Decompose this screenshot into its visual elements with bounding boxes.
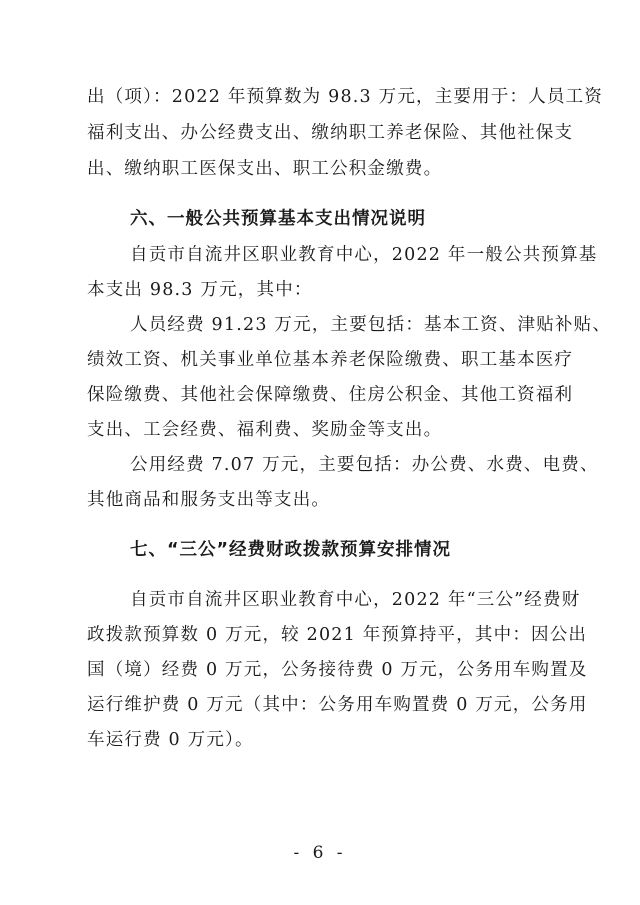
paragraph-line: 运行维护费 0 万元（其中：公务用车购置费 0 万元，公务用 xyxy=(87,695,588,715)
paragraph-line: 政拨款预算数 0 万元，较 2021 年预算持平，其中：因公出 xyxy=(87,625,588,645)
paragraph-line: 其他商品和服务支出等支出。 xyxy=(87,490,331,510)
paragraph-line: 支出、工会经费、福利费、奖励金等支出。 xyxy=(87,420,443,440)
paragraph-line: 福利支出、办公经费支出、缴纳职工养老保险、其他社保支 xyxy=(87,123,574,143)
paragraph-line: 绩效工资、机关事业单位基本养老保险缴费、职工基本医疗 xyxy=(87,350,574,370)
page-number: - 6 - xyxy=(293,843,347,863)
paragraph-line: 公用经费 7.07 万元，主要包括：办公费、水费、电费、 xyxy=(130,455,599,475)
paragraph-line: 国（境）经费 0 万元，公务接待费 0 万元，公务用车购置及 xyxy=(87,660,588,680)
paragraph-line: 保险缴费、其他社会保障缴费、住房公积金、其他工资福利 xyxy=(87,385,574,405)
paragraph-line: 出（项）：2022 年预算数为 98.3 万元，主要用于：人员工资 xyxy=(87,87,604,107)
paragraph-line: 自贡市自流井区职业教育中心，2022 年“三公”经费财 xyxy=(130,590,581,610)
paragraph-line: 自贡市自流井区职业教育中心，2022 年一般公共预算基 xyxy=(130,245,598,265)
paragraph-line: 出、缴纳职工医保支出、职工公积金缴费。 xyxy=(87,159,443,179)
paragraph-line: 本支出 98.3 万元，其中： xyxy=(87,280,313,300)
paragraph-line: 车运行费 0 万元）。 xyxy=(87,730,254,750)
section-heading-6: 六、一般公共预算基本支出情况说明 xyxy=(130,209,426,229)
paragraph-line: 人员经费 91.23 万元，主要包括：基本工资、津贴补贴、 xyxy=(130,315,612,335)
section-heading-7: 七、“三公”经费财政拨款预算安排情况 xyxy=(130,540,452,560)
